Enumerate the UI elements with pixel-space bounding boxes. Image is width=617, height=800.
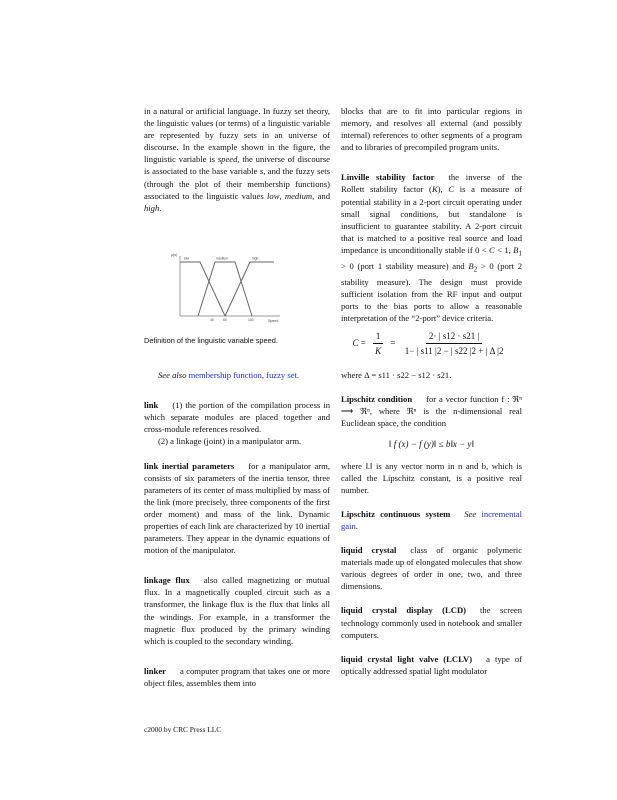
term-linkage-flux: linkage flux <box>144 575 190 586</box>
entry-lcd: liquid crystal display (LCD) the screen technology commonly used in notebook and smaller computers. <box>341 605 522 640</box>
entry-linker: linker a computer program that takes one or more object files, assembles them into <box>144 665 330 688</box>
entry-link: link (1) the portion of the compilation process in which separate modules are placed together and cross-module references resolved. (2) a linkage (joint) in a manipulator arm. <box>144 400 330 447</box>
linville-formula: C = $\frac{1}{K}$ = $\frac{2\cdot | s12 \cdot s21 |}{1- | s11 |2 - | s22 |2 + | \Delta |2}$ <box>352 330 504 357</box>
term-lipschitz-continuous-system: Lipschitz continuous system <box>341 508 451 519</box>
medium-label: medium <box>216 256 229 261</box>
low-curve <box>180 262 225 316</box>
term-link: link <box>144 400 159 411</box>
copyright-footer: c2000 by CRC Press LLC <box>144 725 222 734</box>
entry-link-inertial-parameters: link inertial parameters for a manipulator arm, consists of six parameters of the inertia tensor, three parameters of its center of mass multiplied by mass of the link (more precisely, three components of the first order moment) and mass of the link. Dynamic properties of each link are characterized by 10 inertial parameters. They appear in the dynamic equations of motion of the manipulator. <box>144 460 330 556</box>
term-linker: linker <box>144 665 166 676</box>
figure-caption: Definition of the linguistic variable speed. <box>144 335 278 345</box>
membership-function-figure <box>170 250 330 331</box>
intro-paragraph: in a natural or artificial language. In fuzzy set theory, the linguistic values (or terms) of a linguistic variable are represented by fuzzy sets in an universe of discourse. In the example shown in the figure, the linguistic variable is speed, the universe of discourse is associated to the base variable s, and the fuzzy sets (through the plot of their membership functions) associated to the linguistic values low, medium, and high. <box>144 106 330 213</box>
entry-lclv: liquid crystal light valve (LCLV) a type of optically addressed spatial light modulator <box>341 653 522 676</box>
medium-curve <box>198 262 252 316</box>
term-lclv: liquid crystal light valve (LCLV) <box>341 653 473 664</box>
tick-label-60: 60 <box>223 317 227 322</box>
linker-continuation: blocks that are to fit into particular regions in memory, and resolves all external (and possibly internal) references to other segments of a program and to libraries of precompiled program units. <box>341 106 522 153</box>
x-axis-label: Speed <box>268 318 279 323</box>
y-axis-label: µ(s) <box>171 252 178 257</box>
term-lcd: liquid crystal display (LCD) <box>341 605 467 616</box>
membership-function-link[interactable]: membership function <box>188 370 262 381</box>
term-linville: Linville stability factor <box>341 172 435 183</box>
tick-label-100: 100 <box>248 317 254 322</box>
lipschitz-equation: ‖ f (x) − f (y)‖ ≤ b‖x − y‖ <box>389 438 474 449</box>
fuzzy-set-link[interactable]: fuzzy set <box>266 370 297 381</box>
incremental-gain-link[interactable]: incremental gain <box>341 508 522 531</box>
membership-plot <box>170 250 290 328</box>
left-column <box>144 105 330 701</box>
term-liquid-crystal: liquid crystal <box>341 545 397 556</box>
term-link-inertial-parameters: link inertial parameters <box>144 460 235 471</box>
entry-linkage-flux: linkage flux also called magnetizing or mutual flux. In a magnetically coupled circuit such as a transformer, the linkage flux is the flux that links all the windings. For example, in a transformer the magnetic flux produced by the primary winding which is coupled to the secondary winding. <box>144 575 330 646</box>
high-label: high <box>252 256 259 261</box>
tick-label-40: 40 <box>210 317 214 322</box>
entry-lipschitz-continuous-system: Lipschitz continuous system See incremental gain. <box>341 508 522 531</box>
linville-where: where Δ = s11 · s22 − s12 · s21. <box>341 370 452 381</box>
see-also: See also membership function, fuzzy set. <box>158 370 300 381</box>
right-column <box>341 105 522 689</box>
entry-liquid-crystal: liquid crystal class of organic polymeric materials made up of elongated molecules that show various degrees of order in one, two, and three dimensions. <box>341 545 523 592</box>
low-label: low <box>184 256 190 261</box>
entry-lipschitz-condition: Lipschitz condition for a vector function f : ℜⁿ ⟶ ℜⁿ, where ℜⁿ is the n-dimensional real Euclidean space, the condition ‖ f (x) − f (y)‖ ≤ b‖x − y‖ where ‖.‖ is any vector norm in n and b, which is called the Lipschitz constant, is a positive real number. <box>341 394 522 495</box>
term-lipschitz-condition: Lipschitz condition <box>341 394 413 405</box>
entry-linville-stability-factor: Linville stability factor the inverse of the Rollett stability factor (K), C is a measure of potential stability in a 2-port circuit operating under small signal conditions, but standalone is insufficient to guarantee stability. A 2-port circuit that is matched to a positive real source and load impedance is unconditionally stable if 0 < C < 1, $B_1 > 0$ (port 1 stability measure) and $B_2 > 0$ (port 2 stability measure). The design must provide sufficient isolation from the RF input and output ports to the bias ports to allow a reasonable interpretation of the “2-port” device criteria. C = $\frac{1}{K}$ = $\frac{2\cdot | s12 \cdot s21 |}{1- | s11 |2 - | s22 |2 + | \Delta |2}$ where Δ = s11 · s22 − s12 · s21. <box>341 172 522 381</box>
